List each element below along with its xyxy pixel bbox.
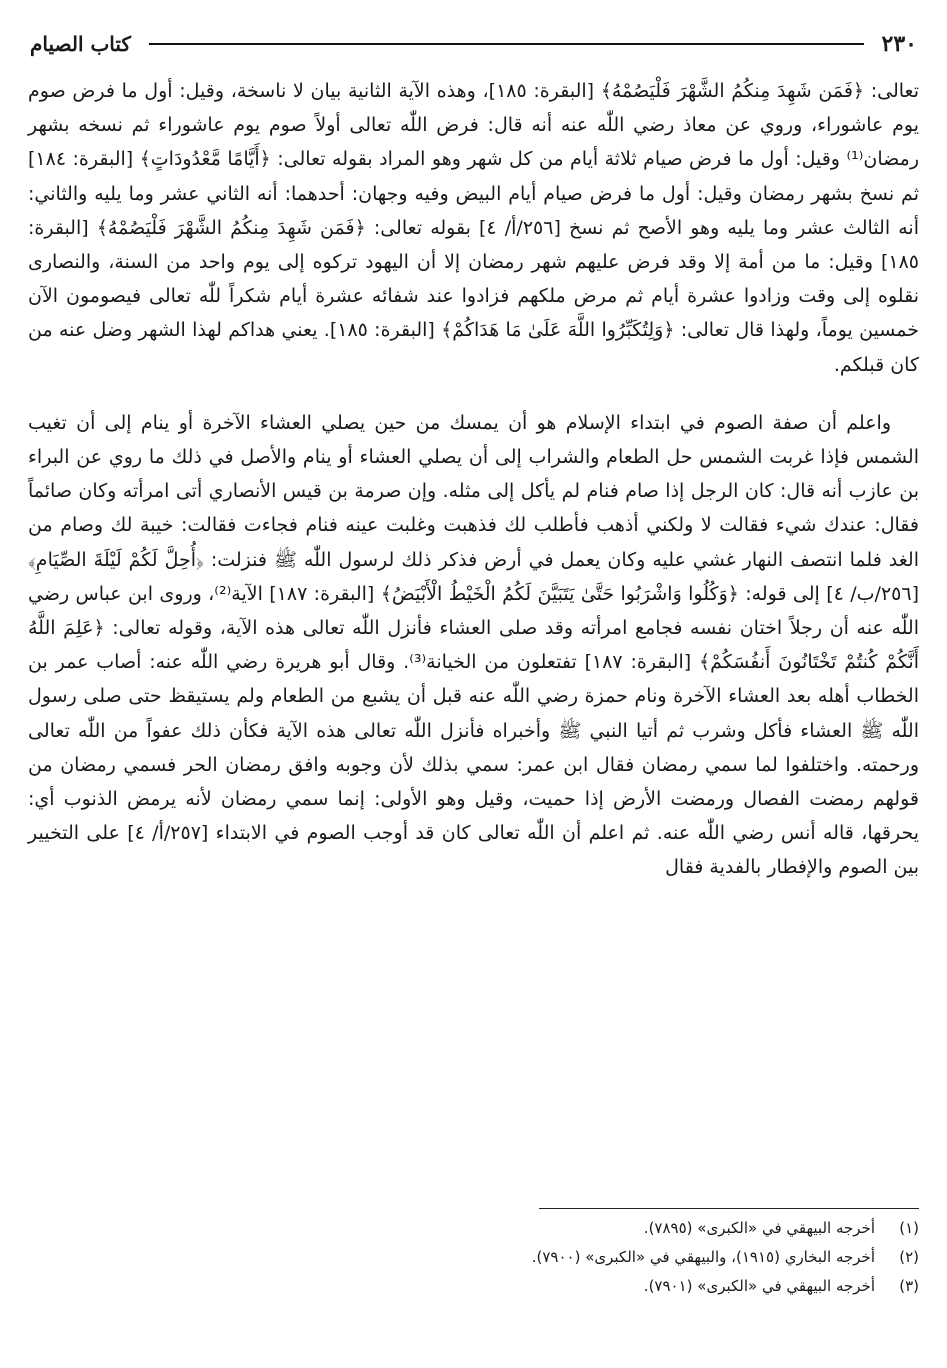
footnote-number: (١) bbox=[899, 1219, 919, 1237]
footnote-divider bbox=[539, 1208, 919, 1209]
page-number: ٢٣٠ bbox=[881, 31, 917, 57]
footnote-text: أخرجه البيهقي في «الكبرى» (٧٩٠١). bbox=[643, 1277, 875, 1295]
book-title: كتاب الصيام bbox=[30, 32, 131, 56]
page-header bbox=[30, 28, 917, 60]
body-text bbox=[28, 74, 919, 885]
paragraph-1: تعالى: ﴿فَمَن شَهِدَ مِنكُمُ الشَّهْرَ فَلْيَصُمْهُ﴾ [البقرة: ١٨٥]، وهذه الآية الثانية بيان لا ناسخة، وقيل: أول ما فرض صوم يوم عاشوراء، وروي عن معاذ رضي اللّٰه عنه أنه قال: فرض اللّٰه تعالى أولاً صوم يوم عاشوراء ثم نسخه بشهر رمضان⁽¹⁾ وقيل: أول ما فرض صيام ثلاثة أيام من كل شهر وهو المراد بقوله تعالى: ﴿أَيَّامًا مَّعْدُودَاتٍ﴾ [البقرة: ١٨٤] ثم نسخ بشهر رمضان وقيل: أول ما فرض صيام أيام البيض وفيه وجهان: أحدهما: أنه الثاني عشر وما يليه والثاني: أنه الثالث عشر وما يليه وهو الأصح ثم نسخ [٢٥٦/أ/ ٤] بقوله تعالى: ﴿فَمَن شَهِدَ مِنكُمُ الشَّهْرَ فَلْيَصُمْهُ﴾ [البقرة: ١٨٥] وقيل: ما من أمة إلا وقد فرض عليهم شهر رمضان إلا أن اليهود تركوه إلى يوم واحد من السنة، والنصارى نقلوه إلى وقت وزادوا عشرة أيام ثم مرض ملكهم فزادوا عند شفائه عشرة أيام شكراً للّٰه تعالى فيصومون الآن خمسين يوماً، ولهذا قال تعالى: ﴿وَلِتُكَبِّرُوا اللَّهَ عَلَىٰ مَا هَدَاكُمْ﴾ [البقرة: ١٨٥]. يعني هداكم لهذا الشهر وضل عنه من كان قبلكم. bbox=[28, 80, 919, 376]
footnote-text: أخرجه البخاري (١٩١٥)، والبيهقي في «الكبرى» (٧٩٠٠). bbox=[531, 1248, 875, 1266]
footnote-number: (٣) bbox=[899, 1277, 919, 1295]
footnote-1 bbox=[28, 1214, 919, 1243]
footnote-text: أخرجه البيهقي في «الكبرى» (٧٨٩٥). bbox=[643, 1219, 875, 1237]
footnote-number: (٢) bbox=[899, 1248, 919, 1266]
header-rule bbox=[149, 43, 864, 45]
paragraph-2: واعلم أن صفة الصوم في ابتداء الإسلام هو أن يمسك من حين يصلي العشاء الآخرة أو ينام إلى أن تغيب الشمس فإذا غربت الشمس حل الطعام والشراب إلى أن يصلي العشاء أو ينام والأصل في ذلك ما روي عن البراء بن عازب أنه قال: كان الرجل إذا صام فنام لم يأكل إلى مثله. وإن صرمة بن قيس الأنصاري أتى امرأته وكان صائماً فقال: عندك شيء فقالت لا ولكني أذهب فأطلب لك فذهبت وغلبت عينه فنام فجاءت فقالت: خيبة لك وصام من الغد فلما انتصف النهار غشي عليه وكان يعمل في أرض فذكر ذلك لرسول اللّٰه ﷺ فنزلت: ﴿أُحِلَّ لَكُمْ لَيْلَةَ الصِّيَامِ﴾ [٢٥٦/ب/ ٤] إلى قوله: ﴿وَكُلُوا وَاشْرَبُوا حَتَّىٰ يَتَبَيَّنَ لَكُمُ الْخَيْطُ الْأَبْيَضُ﴾ [البقرة: ١٨٧] الآية⁽²⁾، وروى ابن عباس رضي اللّٰه عنه أن رجلاً اختان نفسه فجامع امرأته وقد صلى العشاء فأنزل اللّٰه تعالى هذه الآية، وقوله تعالى: ﴿عَلِمَ اللَّهُ أَنَّكُمْ كُنتُمْ تَخْتَانُونَ أَنفُسَكُمْ﴾ [البقرة: ١٨٧] تفتعلون من الخيانة⁽³⁾. وقال أبو هريرة رضي اللّٰه عنه: أصاب عمر بن الخطاب أهله بعد العشاء الآخرة ونام حمزة رضي اللّٰه عنه قبل أن يشبع من الطعام ولم يستيقظ حتى صلى رسول اللّٰه ﷺ العشاء فأكل وشرب ثم أتيا النبي ﷺ وأخبراه فأنزل اللّٰه تعالى هذه الآية فكأن ذلك عفواً من اللّٰه تعالى ورحمته. واختلفوا لما سمي رمضان فقال ابن عمر: سمي بذلك لأن وجوبه وافق رمضان الحر فسمي رمضان من قولهم رمضت الفصال ورمضت الأرض إذا حميت، وقيل وهو الأولى: إنما سمي رمضان لأنه يرمض الذنوب أي: يحرقها، قاله أنس رضي اللّٰه عنه. ثم اعلم أن اللّٰه تعالى كان قد أوجب الصوم في الابتداء [٢٥٧/أ/ ٤] على التخيير بين الصوم والإفطار بالفدية فقال bbox=[28, 411, 919, 879]
footnote-3 bbox=[28, 1272, 919, 1301]
footnote-2 bbox=[28, 1243, 919, 1272]
footnotes bbox=[28, 1214, 919, 1301]
